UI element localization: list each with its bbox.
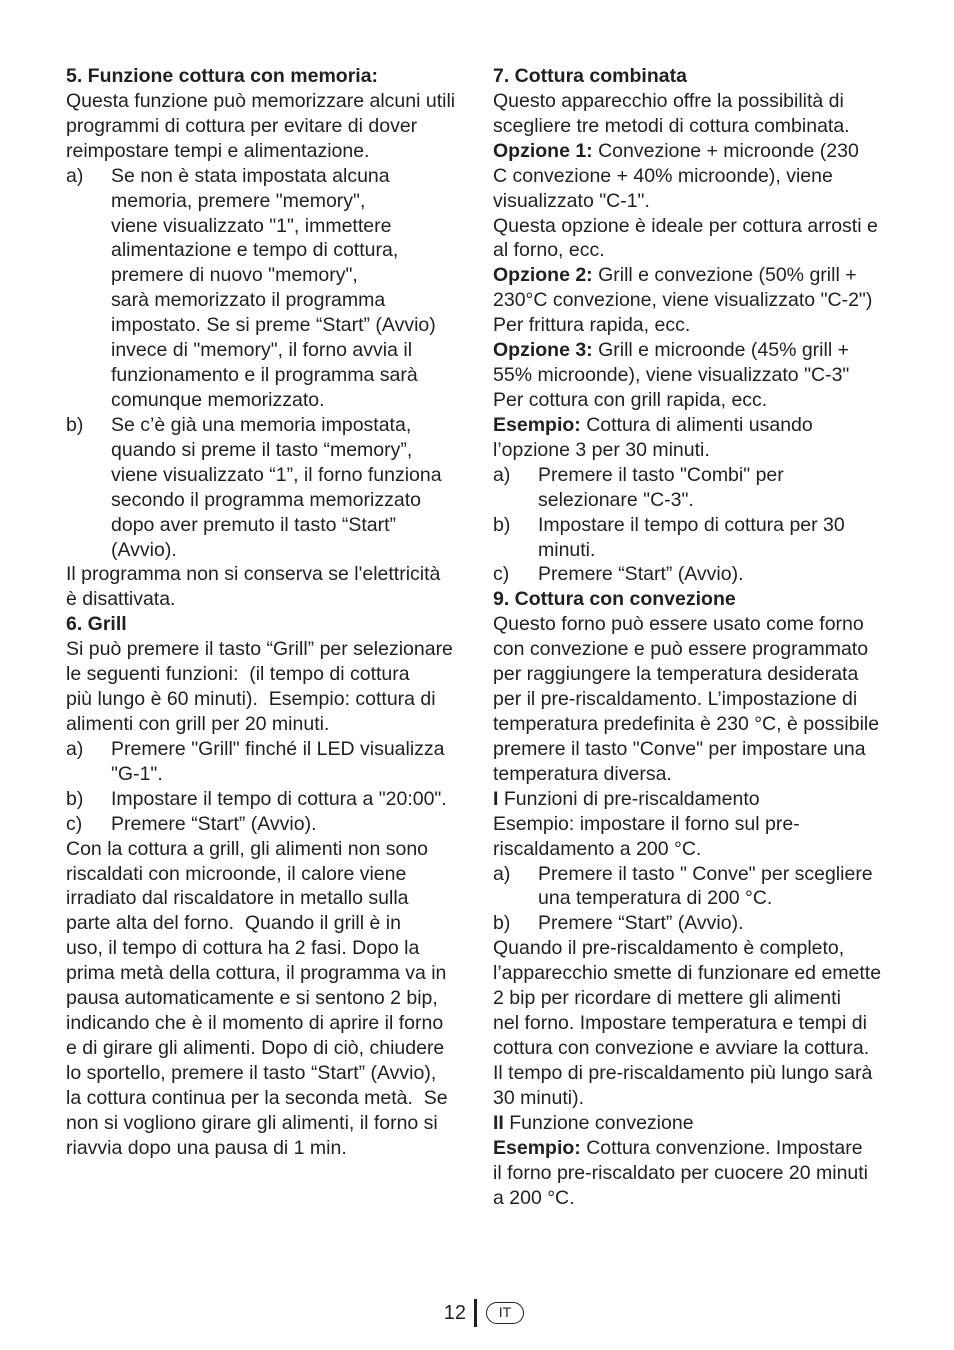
- line-text: C convezione + 40% microonde), viene: [493, 164, 833, 187]
- text-line: [111, 762, 461, 787]
- line-text: non si vogliono girare gli alimenti, il forno si: [66, 1111, 438, 1134]
- text-line: [538, 538, 893, 563]
- bold-lead: Opzione 2:: [493, 264, 593, 287]
- list-item: [493, 911, 893, 936]
- line-text: alimentazione e tempo di cottura,: [111, 239, 399, 262]
- text-line: [66, 1136, 461, 1161]
- divider-bar: [474, 1299, 477, 1327]
- text-line: [493, 363, 893, 388]
- list-marker: b): [493, 912, 511, 935]
- line-text: al forno, ecc.: [493, 239, 605, 262]
- list-marker: a): [493, 463, 511, 486]
- line-text: (Avvio).: [111, 538, 177, 561]
- text-line: [493, 812, 893, 837]
- line-text: Esempio: impostare il forno sul pre-: [493, 812, 800, 835]
- line-text: pausa automaticamente e si sentono 2 bip,: [66, 987, 438, 1010]
- section-heading: 5. Funzione cottura con memoria:: [66, 65, 379, 87]
- line-text: scegliere tre metodi di cottura combinata.: [493, 114, 850, 137]
- line-text: parte alta del forno. Quando il grill è in: [66, 912, 401, 935]
- text-line: [493, 712, 893, 737]
- text-line: [493, 413, 893, 438]
- page-number: 12: [443, 1302, 466, 1324]
- list-marker: b): [66, 413, 84, 436]
- line-text: Il tempo di pre-riscaldamento più lungo sarà: [493, 1061, 873, 1084]
- line-text: una temperatura di 200 °C.: [538, 887, 773, 910]
- line-text: riscaldamento a 200 °C.: [493, 837, 702, 860]
- text-line: [493, 238, 893, 263]
- paragraph: [493, 338, 893, 413]
- text-line: [66, 139, 461, 164]
- text-line: [66, 662, 461, 687]
- text-line: [111, 488, 461, 513]
- list-item: [66, 413, 461, 563]
- list-item-text: [538, 463, 893, 513]
- paragraph: [493, 1111, 893, 1136]
- list-item-text: [111, 413, 461, 563]
- line-text: dopo aver premuto il tasto “Start”: [111, 513, 397, 536]
- line-text: selezionare "C-3".: [538, 488, 694, 511]
- line-text: comunque memorizzato.: [111, 388, 325, 411]
- text-line: [111, 538, 461, 563]
- text-line: [493, 1036, 893, 1061]
- text-line: [493, 139, 893, 164]
- line-text: più lungo è 60 minuti). Esempio: cottura di: [66, 688, 436, 711]
- paragraph: [493, 263, 893, 338]
- line-text: temperatura diversa.: [493, 762, 672, 785]
- bold-lead: II: [493, 1111, 504, 1134]
- text-line: [493, 164, 893, 189]
- line-text: Premere “Start” (Avvio).: [111, 812, 317, 835]
- text-line: [66, 911, 461, 936]
- paragraph: [66, 837, 461, 1161]
- text-line: [493, 637, 893, 662]
- list-marker: b): [66, 787, 84, 810]
- text-line: [111, 263, 461, 288]
- line-text: la cottura continua per la seconda metà. Se: [66, 1086, 448, 1109]
- line-text: Grill e convezione (50% grill +: [598, 264, 857, 287]
- list-item-text: [111, 737, 461, 787]
- text-line: [111, 513, 461, 538]
- text-line: [538, 886, 893, 911]
- paragraph: [493, 936, 893, 1110]
- line-text: le seguenti funzioni: (il tempo di cottura: [66, 663, 410, 686]
- text-line: [66, 961, 461, 986]
- line-text: premere il tasto "Conve" per impostare una: [493, 737, 866, 760]
- text-line: [493, 612, 893, 637]
- text-line: [538, 488, 893, 513]
- line-text: Cottura convenzione. Impostare: [586, 1136, 863, 1159]
- line-text: viene visualizzato "1", immettere: [111, 214, 392, 237]
- line-text: a 200 °C.: [493, 1186, 575, 1209]
- line-text: Funzione convezione: [509, 1111, 694, 1134]
- line-text: 2 bip per ricordare di mettere gli alimenti: [493, 987, 841, 1010]
- text-line: [493, 1186, 893, 1211]
- text-line: [111, 189, 461, 214]
- paragraph: [493, 139, 893, 214]
- line-text: per raggiungere la temperatura desiderata: [493, 663, 859, 686]
- text-line: [538, 562, 893, 587]
- text-line: [111, 413, 461, 438]
- line-text: indicando che è il momento di aprire il forno: [66, 1012, 444, 1035]
- line-text: l’apparecchio smette di funzionare ed emette: [493, 962, 882, 985]
- bold-lead: Opzione 3:: [493, 339, 593, 362]
- line-text: Con la cottura a grill, gli alimenti non sono: [66, 837, 429, 860]
- list-item-text: [538, 562, 893, 587]
- text-line: [493, 89, 893, 114]
- bold-lead: Esempio:: [493, 413, 581, 436]
- text-line: [111, 812, 461, 837]
- line-text: reimpostare tempi e alimentazione.: [66, 139, 370, 162]
- text-line: [493, 762, 893, 787]
- paragraph: [493, 787, 893, 812]
- text-line: [493, 837, 893, 862]
- text-line: [66, 1111, 461, 1136]
- line-text: con convezione e può essere programmato: [493, 638, 869, 661]
- text-line: [66, 837, 461, 862]
- text-line: [538, 911, 893, 936]
- line-text: lo sportello, premere il tasto “Start” (Avvio),: [66, 1061, 437, 1084]
- list-item-text: [111, 812, 461, 837]
- paragraph: [493, 413, 893, 463]
- line-text: Premere "Grill" finché il LED visualizza: [111, 737, 445, 760]
- bold-lead: I: [493, 787, 499, 810]
- line-text: Premere il tasto "Combi" per: [538, 463, 784, 486]
- line-text: secondo il programma memorizzato: [111, 488, 421, 511]
- text-line: [66, 936, 461, 961]
- text-line: [493, 1111, 893, 1136]
- line-text: Impostare il tempo di cottura a "20:00".: [111, 787, 447, 810]
- text-line: [66, 862, 461, 887]
- text-line: [111, 438, 461, 463]
- text-line: [66, 986, 461, 1011]
- line-text: riavvia dopo una pausa di 1 min.: [66, 1136, 347, 1159]
- line-text: visualizzato "C-1".: [493, 189, 650, 212]
- text-line: [493, 662, 893, 687]
- line-text: Se non è stata impostata alcuna: [111, 164, 390, 187]
- list-item-text: [538, 513, 893, 563]
- text-line: [493, 338, 893, 363]
- text-line: [111, 463, 461, 488]
- text-line: [111, 238, 461, 263]
- section-heading: 7. Cottura combinata: [493, 65, 687, 87]
- line-text: funzionamento e il programma sarà: [111, 364, 418, 387]
- list-item: [66, 787, 461, 812]
- text-line: [538, 862, 893, 887]
- line-text: Questa funzione può memorizzare alcuni utili: [66, 89, 456, 112]
- list-item: [493, 463, 893, 513]
- text-line: [111, 313, 461, 338]
- text-line: [493, 388, 893, 413]
- line-text: Impostare il tempo di cottura per 30: [538, 513, 845, 536]
- paragraph: [66, 89, 461, 164]
- text-line: [111, 388, 461, 413]
- left-column: [66, 64, 461, 1161]
- list-marker: a): [493, 862, 511, 885]
- list-item: [66, 737, 461, 787]
- text-line: [493, 1136, 893, 1161]
- line-text: quando si preme il tasto “memory”,: [111, 438, 413, 461]
- line-text: programmi di cottura per evitare di dover: [66, 114, 418, 137]
- text-line: [66, 1061, 461, 1086]
- text-line: [111, 737, 461, 762]
- text-line: [66, 712, 461, 737]
- line-text: Si può premere il tasto “Grill” per selezionare: [66, 638, 453, 661]
- list-marker: b): [493, 513, 511, 536]
- paragraph: [493, 89, 893, 139]
- line-text: prima metà della cottura, il programma va in: [66, 962, 447, 985]
- text-line: [493, 1011, 893, 1036]
- line-text: temperatura predefinita è 230 °C, è possibile: [493, 712, 880, 735]
- text-line: [66, 1011, 461, 1036]
- text-line: [66, 886, 461, 911]
- text-line: [66, 562, 461, 587]
- list-marker: a): [66, 737, 84, 760]
- text-line: [66, 89, 461, 114]
- text-line: [493, 189, 893, 214]
- list-item-text: [538, 862, 893, 912]
- text-line: [111, 288, 461, 313]
- text-line: [493, 114, 893, 139]
- text-line: [493, 687, 893, 712]
- bold-lead: Opzione 1:: [493, 139, 593, 162]
- text-line: [493, 936, 893, 961]
- line-text: Questo forno può essere usato come forno: [493, 613, 864, 636]
- paragraph: [493, 812, 893, 862]
- line-text: Quando il pre-riscaldamento è completo,: [493, 937, 845, 960]
- list-item: [493, 513, 893, 563]
- line-text: Per cottura con grill rapida, ecc.: [493, 388, 768, 411]
- text-line: [493, 288, 893, 313]
- list-item-text: [538, 911, 893, 936]
- line-text: alimenti con grill per 20 minuti.: [66, 712, 330, 735]
- line-text: invece di "memory", il forno avvia il: [111, 339, 413, 362]
- line-text: "G-1".: [111, 762, 163, 785]
- text-line: [111, 214, 461, 239]
- paragraph: [66, 637, 461, 737]
- text-line: [493, 1061, 893, 1086]
- line-text: minuti.: [538, 538, 596, 561]
- line-text: Premere “Start” (Avvio).: [538, 912, 744, 935]
- line-text: Questa opzione è ideale per cottura arrosti e: [493, 214, 878, 237]
- list-marker: c): [493, 563, 510, 586]
- line-text: e di girare gli alimenti. Dopo di ciò, chiudere: [66, 1036, 445, 1059]
- text-line: [111, 363, 461, 388]
- paragraph: [493, 612, 893, 786]
- line-text: Il programma non si conserva se l'elettricità: [66, 563, 441, 586]
- text-line: [493, 214, 893, 239]
- line-text: è disattivata.: [66, 588, 176, 611]
- list-marker: a): [66, 164, 84, 187]
- text-line: [493, 787, 893, 812]
- line-text: cottura con convezione e avviare la cottura.: [493, 1036, 870, 1059]
- text-line: [66, 687, 461, 712]
- line-text: 55% microonde), viene visualizzato "C-3": [493, 364, 850, 387]
- text-line: [66, 1086, 461, 1111]
- text-line: [493, 986, 893, 1011]
- text-line: [66, 114, 461, 139]
- paragraph: [66, 562, 461, 612]
- line-text: nel forno. Impostare temperatura e tempi di: [493, 1012, 867, 1035]
- line-text: il forno pre-riscaldato per cuocere 20 minuti: [493, 1161, 869, 1184]
- line-text: l’opzione 3 per 30 minuti.: [493, 438, 710, 461]
- line-text: Premere “Start” (Avvio).: [538, 563, 744, 586]
- line-text: per il pre-riscaldamento. L’impostazione di: [493, 688, 858, 711]
- line-text: memoria, premere "memory",: [111, 189, 366, 212]
- bold-lead: Esempio:: [493, 1136, 581, 1159]
- line-text: Convezione + microonde (230: [598, 139, 859, 162]
- line-text: 30 minuti).: [493, 1086, 585, 1109]
- list-item-text: [111, 164, 461, 413]
- right-column: [493, 64, 893, 1210]
- text-line: [66, 637, 461, 662]
- paragraph: [493, 1136, 893, 1211]
- line-text: Se c’è già una memoria impostata,: [111, 413, 412, 436]
- line-text: viene visualizzato “1”, il forno funziona: [111, 463, 442, 486]
- list-item: [66, 812, 461, 837]
- language-code: IT: [498, 1304, 512, 1320]
- line-text: Cottura di alimenti usando: [586, 413, 813, 436]
- line-text: irradiato dal riscaldatore in metallo sulla: [66, 887, 409, 910]
- language-badge: [486, 1302, 524, 1324]
- text-line: [493, 1086, 893, 1111]
- text-line: [493, 1161, 893, 1186]
- text-line: [538, 463, 893, 488]
- list-item-text: [111, 787, 461, 812]
- line-text: Per frittura rapida, ecc.: [493, 314, 691, 337]
- section-heading: 9. Cottura con convezione: [493, 588, 736, 611]
- paragraph: [493, 214, 893, 264]
- list-item: [66, 164, 461, 413]
- line-text: 230°C convezione, viene visualizzato "C-2"): [493, 289, 873, 312]
- text-line: [111, 787, 461, 812]
- text-line: [66, 587, 461, 612]
- line-text: uso, il tempo di cottura ha 2 fasi. Dopo la: [66, 937, 420, 960]
- line-text: sarà memorizzato il programma: [111, 289, 386, 312]
- line-text: riscaldati con microonde, il calore viene: [66, 862, 407, 885]
- text-line: [493, 438, 893, 463]
- text-line: [538, 513, 893, 538]
- line-text: Premere il tasto " Conve" per scegliere: [538, 862, 873, 885]
- line-text: Funzioni di pre-riscaldamento: [503, 787, 760, 810]
- text-line: [493, 961, 893, 986]
- list-item: [493, 562, 893, 587]
- line-text: impostato. Se si preme “Start” (Avvio): [111, 314, 436, 337]
- text-line: [493, 263, 893, 288]
- text-line: [111, 338, 461, 363]
- text-line: [66, 1036, 461, 1061]
- text-line: [493, 737, 893, 762]
- line-text: Questo apparecchio offre la possibilità di: [493, 89, 844, 112]
- section-heading: 6. Grill: [66, 613, 127, 636]
- list-marker: c): [66, 812, 83, 835]
- line-text: Grill e microonde (45% grill +: [598, 339, 849, 362]
- text-line: [111, 164, 461, 189]
- line-text: premere di nuovo "memory",: [111, 264, 358, 287]
- text-line: [493, 313, 893, 338]
- list-item: [493, 862, 893, 912]
